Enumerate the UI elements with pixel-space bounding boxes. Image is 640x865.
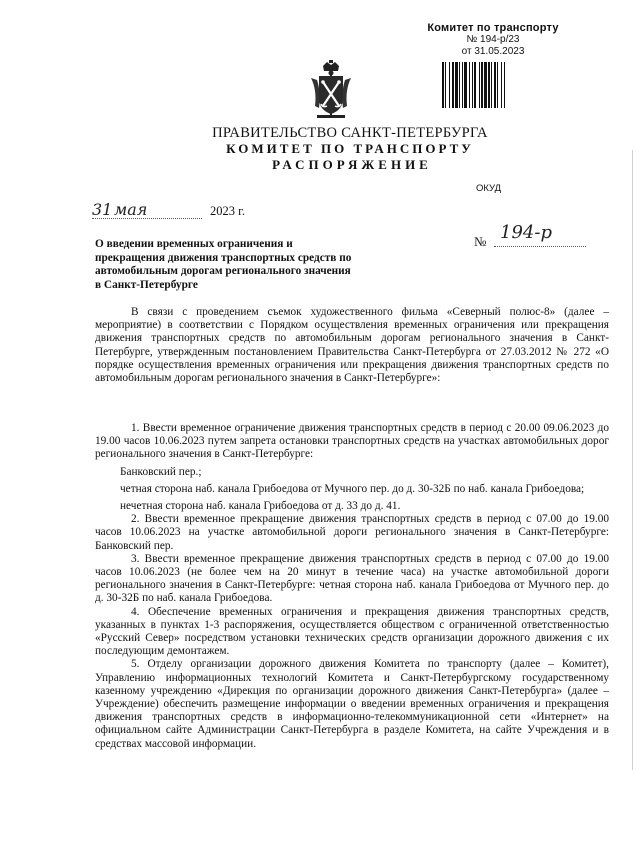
barcode-bar <box>504 62 505 108</box>
barcode-bar <box>455 62 458 108</box>
okud-label: ОКУД <box>476 183 502 194</box>
barcode-bar <box>488 62 490 108</box>
stamp-title: Комитет по транспорту <box>427 22 559 34</box>
number-value: 194-р <box>500 222 552 243</box>
barcode-bar <box>449 62 450 108</box>
clause-5: 5. Отделу организации дорожного движения Комитета по транспорту (далее – Комитет), Управлению информационных технологий Комитета и Санкт-Петербургскому государственному казенному учреждению «Дирекция по организации дорожного движения Санкт-Петербурга» (далее – Учреждение) обеспечить размещение информации о введении временных ограничения и прекращения движения транспортных средств в информационно-телекоммуникационной сети «Интернет» на официальном сайте Администрации Санкт-Петербурга в разделе Комитета, на сайте Учреждения и в средствах массовой информации. <box>95 658 609 750</box>
date-year: 2023 г. <box>210 204 245 218</box>
preamble <box>95 306 609 385</box>
barcode-bar <box>501 62 502 108</box>
barcode-bar <box>491 62 492 108</box>
government-title: ПРАВИТЕЛЬСТВО САНКТ-ПЕТЕРБУРГА <box>212 125 488 141</box>
barcode-bar <box>462 62 463 108</box>
committee-title: КОМИТЕТ ПО ТРАНСПОРТУ <box>226 141 474 156</box>
clause-4: 4. Обеспечение временных ограничения и прекращения движения транспортных средств, указанных в пунктах 1-3 распоряжения, осуществляется обществом с ограниченной ответственностью «Русский Север» посредством установки технических средств организации дорожного движения с их последующим демонтажем. <box>95 605 609 658</box>
barcode-bar <box>469 62 470 108</box>
barcode-bar <box>464 62 467 108</box>
date-underline <box>92 218 202 219</box>
barcode-bar <box>472 62 473 108</box>
saint-petersburg-coat-of-arms-icon <box>309 60 353 120</box>
date-month: мая <box>114 200 148 219</box>
registration-stamp <box>418 22 568 58</box>
barcode-bar <box>481 62 483 108</box>
clause-3: 3. Ввести временное прекращение движения транспортных средств в период с 07.00 до 19.00 часов 10.06.2023 (не более чем на 20 минут в течение часа) на участке автомобильной дороги регионального значения в Санкт-Петербурге: четная сторона наб. канала Грибоедова от Мучного пер. до д. 30-32Б по наб. канала Грибоедова. <box>95 552 609 605</box>
clause-1: 1. Ввести временное ограничение движения транспортных средств в период с 20.00 09.06.2023 до 19.00 часов 10.06.2023 путем запрета остановки транспортных средств на участках автомобильных дорог регионального значения в Санкт-Петербурге: <box>95 422 609 461</box>
barcode-bar <box>494 62 496 108</box>
clause-2: 2. Ввести временное прекращение движения транспортных средств в период с 07.00 до 19.00 часов 10.06.2023 на участке автомобильной дороги регионального значения в Санкт-Петербурге: Банковский пер. <box>95 513 609 552</box>
order-clauses <box>95 422 609 751</box>
barcode-bar <box>474 62 476 108</box>
number-label: № <box>474 234 487 249</box>
street-item: Банковский пер.; <box>120 465 202 478</box>
barcode-bar <box>459 62 460 108</box>
stamp-number: № 194-р/23 <box>466 34 520 45</box>
barcode-bar <box>445 62 446 108</box>
street-item: нечетная сторона наб. канала Грибоедова от д. 33 до д. 41. <box>120 500 401 513</box>
barcode-bar <box>497 62 498 108</box>
scan-edge-line <box>632 150 633 770</box>
barcode-bar <box>442 62 444 108</box>
number-underline <box>494 246 586 247</box>
document-type-title: РАСПОРЯЖЕНИЕ <box>272 157 432 172</box>
date-day: 31 <box>92 200 113 219</box>
barcode-bar <box>452 62 454 108</box>
street-item: четная сторона наб. канала Грибоедова от Мучного пер. до д. 30-32Б по наб. канала Грибоедова; <box>120 482 585 495</box>
barcode-icon <box>440 62 560 108</box>
paragraph: В связи с проведением съемок художественного фильма «Северный полюс-8» (далее – мероприятие) в соответствии с Порядком осуществления временных ограничения или прекращения движения транспортных средств по автомобильным дорогам регионального значения в Санкт-Петербурге, утвержденным постановлением Правительства Санкт-Петербурга от 27.03.2012 № 272 «О порядке осуществления временных ограничения или прекращения движения транспортных средств по автомобильным дорогам регионального значения в Санкт-Петербурге»: <box>95 306 609 385</box>
barcode-bar <box>479 62 480 108</box>
barcode-bar <box>484 62 487 108</box>
document-subject: О введении временных ограничения и прекращения движения транспортных средств по автомобильным дорогам регионального значения в Санкт-Петербурге <box>95 238 352 291</box>
stamp-date: от 31.05.2023 <box>461 46 525 57</box>
